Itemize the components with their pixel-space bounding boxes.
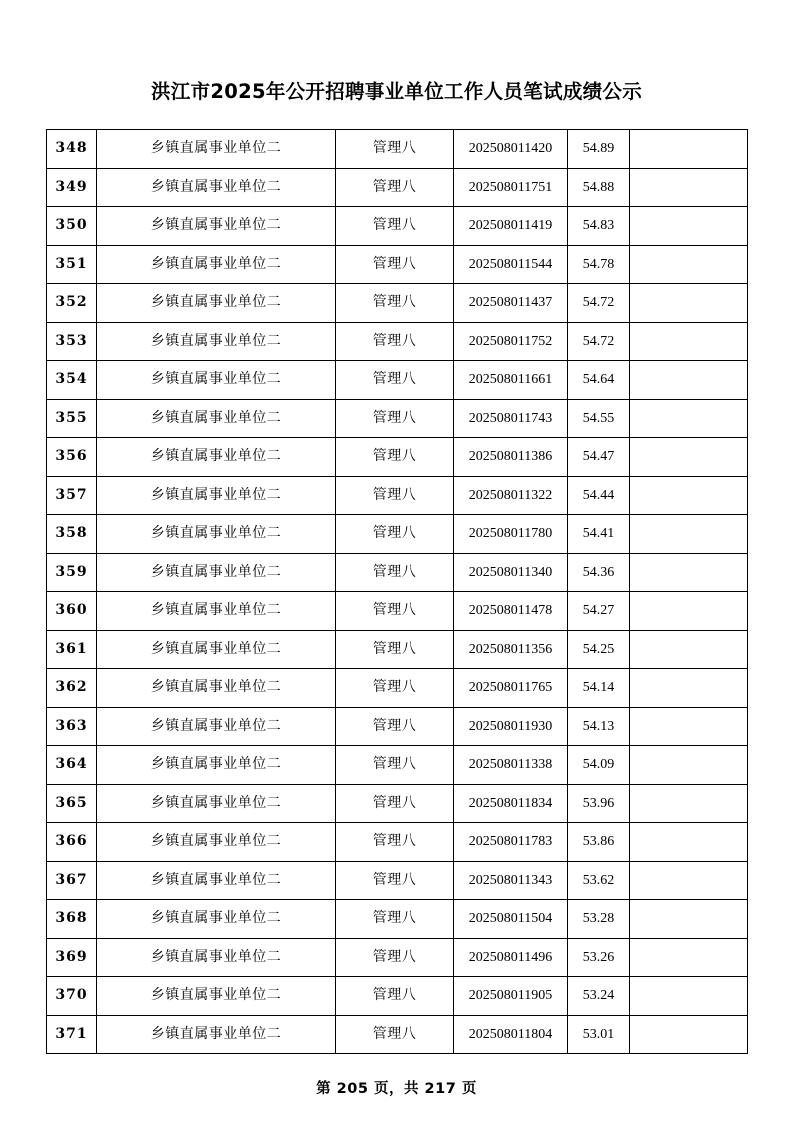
- table-row: [47, 592, 748, 631]
- score-table: [46, 129, 748, 1054]
- row-admission-number: 202508011743: [454, 399, 568, 438]
- row-index: 361: [47, 630, 97, 669]
- row-index: 360: [47, 592, 97, 631]
- row-post: 管理八: [336, 630, 454, 669]
- page-footer: 第 205 页，共 217 页: [316, 1081, 477, 1097]
- row-index: 367: [47, 861, 97, 900]
- row-note: [630, 361, 748, 400]
- row-score: 53.86: [568, 823, 630, 862]
- row-unit: 乡镇直属事业单位二: [97, 168, 336, 207]
- row-admission-number: 202508011905: [454, 977, 568, 1016]
- row-index: 356: [47, 438, 97, 477]
- row-post: 管理八: [336, 669, 454, 708]
- row-note: [630, 669, 748, 708]
- row-unit: 乡镇直属事业单位二: [97, 322, 336, 361]
- row-admission-number: 202508011544: [454, 245, 568, 284]
- table-row: [47, 861, 748, 900]
- row-post: 管理八: [336, 130, 454, 169]
- row-admission-number: 202508011496: [454, 938, 568, 977]
- row-post: 管理八: [336, 553, 454, 592]
- row-post: 管理八: [336, 399, 454, 438]
- table-row: [47, 746, 748, 785]
- row-admission-number: 202508011478: [454, 592, 568, 631]
- row-post: 管理八: [336, 1015, 454, 1054]
- row-score: 54.14: [568, 669, 630, 708]
- row-note: [630, 592, 748, 631]
- row-note: [630, 284, 748, 323]
- row-note: [630, 861, 748, 900]
- row-admission-number: 202508011338: [454, 746, 568, 785]
- table-row: [47, 515, 748, 554]
- row-score: 54.44: [568, 476, 630, 515]
- row-note: [630, 553, 748, 592]
- row-post: 管理八: [336, 438, 454, 477]
- row-note: [630, 476, 748, 515]
- row-unit: 乡镇直属事业单位二: [97, 130, 336, 169]
- row-index: 362: [47, 669, 97, 708]
- row-unit: 乡镇直属事业单位二: [97, 861, 336, 900]
- row-score: 54.78: [568, 245, 630, 284]
- row-score: 53.26: [568, 938, 630, 977]
- row-score: 54.36: [568, 553, 630, 592]
- table-row: [47, 553, 748, 592]
- table-row: [47, 669, 748, 708]
- row-admission-number: 202508011419: [454, 207, 568, 246]
- row-unit: 乡镇直属事业单位二: [97, 823, 336, 862]
- row-admission-number: 202508011386: [454, 438, 568, 477]
- row-unit: 乡镇直属事业单位二: [97, 784, 336, 823]
- table-row: [47, 707, 748, 746]
- row-note: [630, 207, 748, 246]
- row-index: 363: [47, 707, 97, 746]
- row-score: 54.83: [568, 207, 630, 246]
- row-score: 53.96: [568, 784, 630, 823]
- row-unit: 乡镇直属事业单位二: [97, 977, 336, 1016]
- table-row: [47, 977, 748, 1016]
- row-note: [630, 130, 748, 169]
- row-admission-number: 202508011752: [454, 322, 568, 361]
- row-index: 368: [47, 900, 97, 939]
- row-post: 管理八: [336, 823, 454, 862]
- row-index: 352: [47, 284, 97, 323]
- row-admission-number: 202508011834: [454, 784, 568, 823]
- row-admission-number: 202508011322: [454, 476, 568, 515]
- row-unit: 乡镇直属事业单位二: [97, 900, 336, 939]
- row-index: 366: [47, 823, 97, 862]
- row-note: [630, 630, 748, 669]
- row-note: [630, 900, 748, 939]
- row-unit: 乡镇直属事业单位二: [97, 515, 336, 554]
- row-note: [630, 515, 748, 554]
- row-admission-number: 202508011751: [454, 168, 568, 207]
- table-row: [47, 361, 748, 400]
- row-unit: 乡镇直属事业单位二: [97, 1015, 336, 1054]
- table-row: [47, 245, 748, 284]
- row-index: 369: [47, 938, 97, 977]
- row-post: 管理八: [336, 784, 454, 823]
- row-score: 54.09: [568, 746, 630, 785]
- row-unit: 乡镇直属事业单位二: [97, 245, 336, 284]
- row-post: 管理八: [336, 977, 454, 1016]
- row-index: 357: [47, 476, 97, 515]
- table-row: [47, 938, 748, 977]
- row-index: 364: [47, 746, 97, 785]
- row-score: 53.24: [568, 977, 630, 1016]
- row-score: 54.72: [568, 322, 630, 361]
- row-unit: 乡镇直属事业单位二: [97, 553, 336, 592]
- row-post: 管理八: [336, 284, 454, 323]
- row-post: 管理八: [336, 361, 454, 400]
- table-row: [47, 784, 748, 823]
- row-score: 53.28: [568, 900, 630, 939]
- row-index: 349: [47, 168, 97, 207]
- row-unit: 乡镇直属事业单位二: [97, 361, 336, 400]
- row-post: 管理八: [336, 707, 454, 746]
- row-index: 353: [47, 322, 97, 361]
- row-score: 54.47: [568, 438, 630, 477]
- row-score: 54.88: [568, 168, 630, 207]
- row-score: 53.01: [568, 1015, 630, 1054]
- row-post: 管理八: [336, 245, 454, 284]
- row-note: [630, 322, 748, 361]
- row-index: 350: [47, 207, 97, 246]
- row-index: 371: [47, 1015, 97, 1054]
- row-unit: 乡镇直属事业单位二: [97, 630, 336, 669]
- row-score: 54.55: [568, 399, 630, 438]
- row-note: [630, 938, 748, 977]
- table-row: [47, 438, 748, 477]
- row-note: [630, 823, 748, 862]
- row-score: 54.72: [568, 284, 630, 323]
- table-row: [47, 130, 748, 169]
- score-table-body: [47, 130, 748, 1054]
- table-row: [47, 168, 748, 207]
- table-row: [47, 284, 748, 323]
- row-index: 348: [47, 130, 97, 169]
- row-note: [630, 1015, 748, 1054]
- score-table-container: [46, 103, 747, 1054]
- row-unit: 乡镇直属事业单位二: [97, 592, 336, 631]
- row-post: 管理八: [336, 207, 454, 246]
- table-row: [47, 900, 748, 939]
- row-post: 管理八: [336, 938, 454, 977]
- row-admission-number: 202508011780: [454, 515, 568, 554]
- row-post: 管理八: [336, 592, 454, 631]
- row-index: 359: [47, 553, 97, 592]
- row-note: [630, 168, 748, 207]
- row-unit: 乡镇直属事业单位二: [97, 669, 336, 708]
- row-score: 54.13: [568, 707, 630, 746]
- row-unit: 乡镇直属事业单位二: [97, 476, 336, 515]
- table-row: [47, 823, 748, 862]
- row-post: 管理八: [336, 900, 454, 939]
- table-row: [47, 476, 748, 515]
- row-admission-number: 202508011343: [454, 861, 568, 900]
- row-index: 358: [47, 515, 97, 554]
- row-index: 354: [47, 361, 97, 400]
- row-admission-number: 202508011661: [454, 361, 568, 400]
- row-note: [630, 977, 748, 1016]
- row-index: 365: [47, 784, 97, 823]
- row-unit: 乡镇直属事业单位二: [97, 438, 336, 477]
- row-note: [630, 746, 748, 785]
- table-row: [47, 399, 748, 438]
- row-index: 355: [47, 399, 97, 438]
- row-post: 管理八: [336, 515, 454, 554]
- row-admission-number: 202508011420: [454, 130, 568, 169]
- row-note: [630, 784, 748, 823]
- row-admission-number: 202508011804: [454, 1015, 568, 1054]
- row-admission-number: 202508011765: [454, 669, 568, 708]
- row-score: 54.64: [568, 361, 630, 400]
- row-score: 53.62: [568, 861, 630, 900]
- row-index: 351: [47, 245, 97, 284]
- row-admission-number: 202508011437: [454, 284, 568, 323]
- row-post: 管理八: [336, 168, 454, 207]
- table-row: [47, 1015, 748, 1054]
- row-score: 54.25: [568, 630, 630, 669]
- row-unit: 乡镇直属事业单位二: [97, 399, 336, 438]
- row-note: [630, 438, 748, 477]
- page-title: 洪江市2025年公开招聘事业单位工作人员笔试成绩公示: [150, 80, 643, 103]
- row-unit: 乡镇直属事业单位二: [97, 938, 336, 977]
- row-unit: 乡镇直属事业单位二: [97, 207, 336, 246]
- row-post: 管理八: [336, 861, 454, 900]
- row-note: [630, 399, 748, 438]
- row-admission-number: 202508011356: [454, 630, 568, 669]
- row-note: [630, 707, 748, 746]
- row-index: 370: [47, 977, 97, 1016]
- row-admission-number: 202508011783: [454, 823, 568, 862]
- table-row: [47, 322, 748, 361]
- row-score: 54.27: [568, 592, 630, 631]
- row-post: 管理八: [336, 746, 454, 785]
- row-unit: 乡镇直属事业单位二: [97, 746, 336, 785]
- row-note: [630, 245, 748, 284]
- row-score: 54.41: [568, 515, 630, 554]
- table-row: [47, 630, 748, 669]
- row-unit: 乡镇直属事业单位二: [97, 707, 336, 746]
- row-admission-number: 202508011340: [454, 553, 568, 592]
- row-score: 54.89: [568, 130, 630, 169]
- row-post: 管理八: [336, 476, 454, 515]
- row-unit: 乡镇直属事业单位二: [97, 284, 336, 323]
- row-admission-number: 202508011504: [454, 900, 568, 939]
- row-post: 管理八: [336, 322, 454, 361]
- table-row: [47, 207, 748, 246]
- row-admission-number: 202508011930: [454, 707, 568, 746]
